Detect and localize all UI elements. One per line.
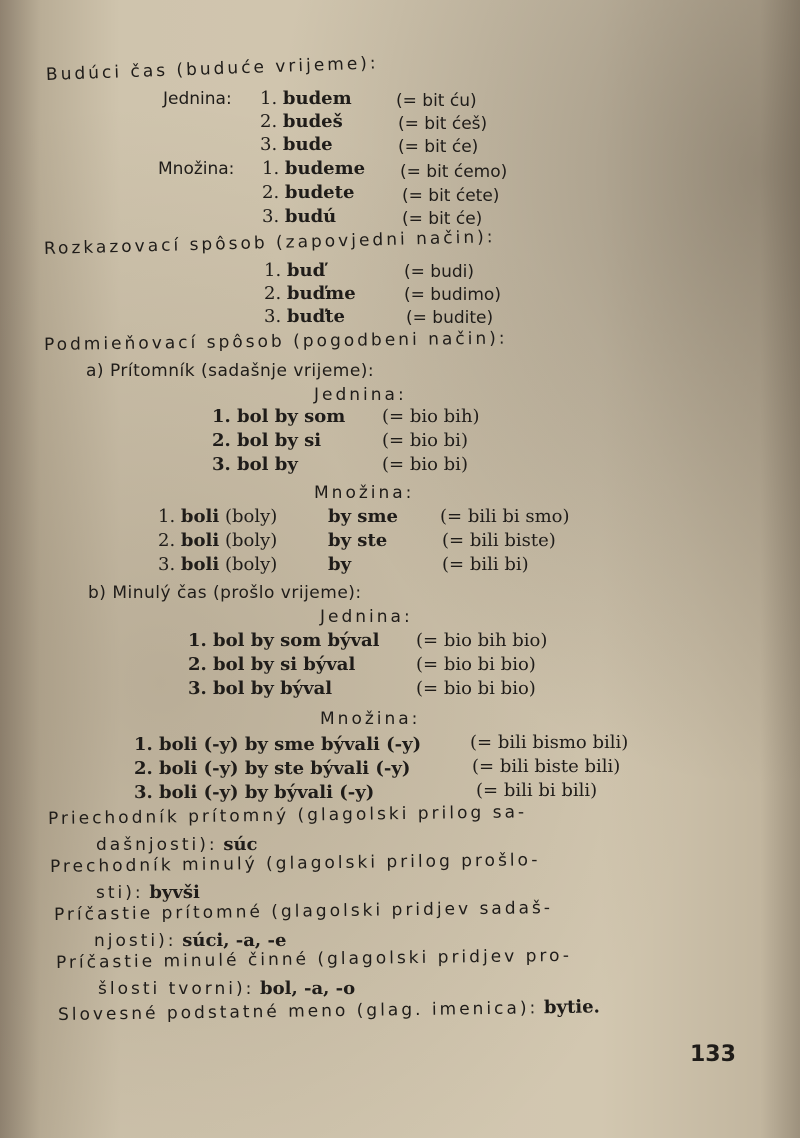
present-pl-row: 2. boli (boly) [158, 530, 278, 551]
future-heading: Budúci čas (buduće vrijeme): [45, 53, 379, 85]
conditional-heading: Podmieňovací spôsob (pogodbeni način): [43, 328, 508, 355]
imperative-gloss: (= budimo) [404, 285, 501, 305]
past-sg-gloss: (= bio bi bio) [416, 678, 536, 699]
future-row: 1. budem [260, 88, 352, 109]
past-sg-row: 3. bol by býval [188, 678, 333, 699]
future-row: 1. budeme [262, 158, 366, 179]
participle-form-line: šlosti tvorni): bol, -a, -o [98, 978, 356, 999]
imperative-row: 3. buďte [264, 306, 345, 327]
imperative-heading: Rozkazovací spôsob (zapovjedni način): [43, 227, 496, 259]
present-sg-gloss: (= bio bi) [382, 454, 468, 475]
present-pl-aux: by ste [328, 530, 388, 551]
past-sg-row: 2. bol by si býval [188, 654, 356, 675]
present-sg-row: 1. bol by som [212, 406, 346, 427]
past-sg-title: Jednina: [320, 607, 413, 627]
participle-form-line: njosti): súci, -a, -e [94, 930, 287, 951]
present-pl-row: 1. boli (boly) [158, 506, 278, 527]
past-pl-gloss: (= bili biste bili) [472, 756, 621, 777]
participle-line: Priechodník prítomný (glagolski prilog sa- [47, 802, 528, 829]
present-pl-gloss: (= bili bi smo) [440, 506, 570, 527]
present-pl-title: Množina: [314, 483, 415, 503]
present-sg-title: Jednina: [314, 385, 407, 405]
past-sg-gloss: (= bio bih bio) [416, 630, 548, 651]
future-gloss: (= bit ćeš) [398, 114, 488, 134]
participle-form-line: sti): byvši [96, 882, 200, 903]
present-pl-row: 3. boli (boly) [158, 554, 278, 575]
present-pl-gloss: (= bili bi) [442, 554, 529, 575]
future-gloss: (= bit ću) [396, 91, 477, 111]
participle-form-line: dašnjosti): súc [96, 834, 258, 855]
present-sg-gloss: (= bio bih) [382, 406, 480, 427]
past-pl-gloss: (= bili bismo bili) [470, 732, 629, 753]
present-heading: a) Prítomník (sadašnje vrijeme): [86, 361, 375, 381]
present-pl-aux: by [328, 554, 352, 575]
future-row: 2. budeš [260, 111, 343, 132]
imperative-row: 2. buďme [264, 283, 356, 304]
future-pl-label: Množina: [158, 159, 235, 179]
present-pl-gloss: (= bili biste) [442, 530, 556, 551]
future-row: 2. budete [262, 182, 355, 203]
future-gloss: (= bit ćemo) [400, 162, 508, 182]
imperative-gloss: (= budi) [404, 262, 474, 282]
past-heading: b) Minulý čas (prošlo vrijeme): [88, 583, 362, 603]
imperative-gloss: (= budite) [406, 308, 494, 328]
future-gloss: (= bit će) [398, 137, 479, 157]
present-sg-row: 3. bol by [212, 454, 298, 475]
future-gloss: (= bit će) [402, 209, 483, 229]
future-row: 3. budú [262, 206, 337, 227]
imperative-row: 1. buď [264, 260, 326, 281]
past-sg-row: 1. bol by som býval [188, 630, 380, 651]
present-sg-gloss: (= bio bi) [382, 430, 468, 451]
participle-line: Prechodník minulý (glagolski prilog prošlo- [49, 850, 541, 877]
future-row: 3. bude [260, 134, 333, 155]
verbal-noun-line: Slovesné podstatné meno (glag. imenica): bytie. [57, 996, 601, 1025]
past-pl-title: Množina: [320, 709, 421, 729]
past-pl-row: 2. boli (-y) by ste bývali (-y) [134, 758, 411, 779]
present-sg-row: 2. bol by si [212, 430, 322, 451]
participle-line: Príčastie prítomné (glagolski pridjev sadaš- [53, 898, 554, 925]
participle-line: Príčastie minulé činné (glagolski pridjev pro- [55, 945, 573, 973]
past-pl-gloss: (= bili bi bili) [476, 780, 598, 801]
past-pl-row: 1. boli (-y) by sme bývali (-y) [134, 734, 422, 755]
future-sg-label: Jednina: [163, 89, 232, 109]
future-gloss: (= bit ćete) [402, 186, 500, 206]
past-sg-gloss: (= bio bi bio) [416, 654, 536, 675]
present-pl-aux: by sme [328, 506, 398, 527]
page-number: 133 [690, 1042, 736, 1067]
past-pl-row: 3. boli (-y) by bývali (-y) [134, 782, 375, 803]
